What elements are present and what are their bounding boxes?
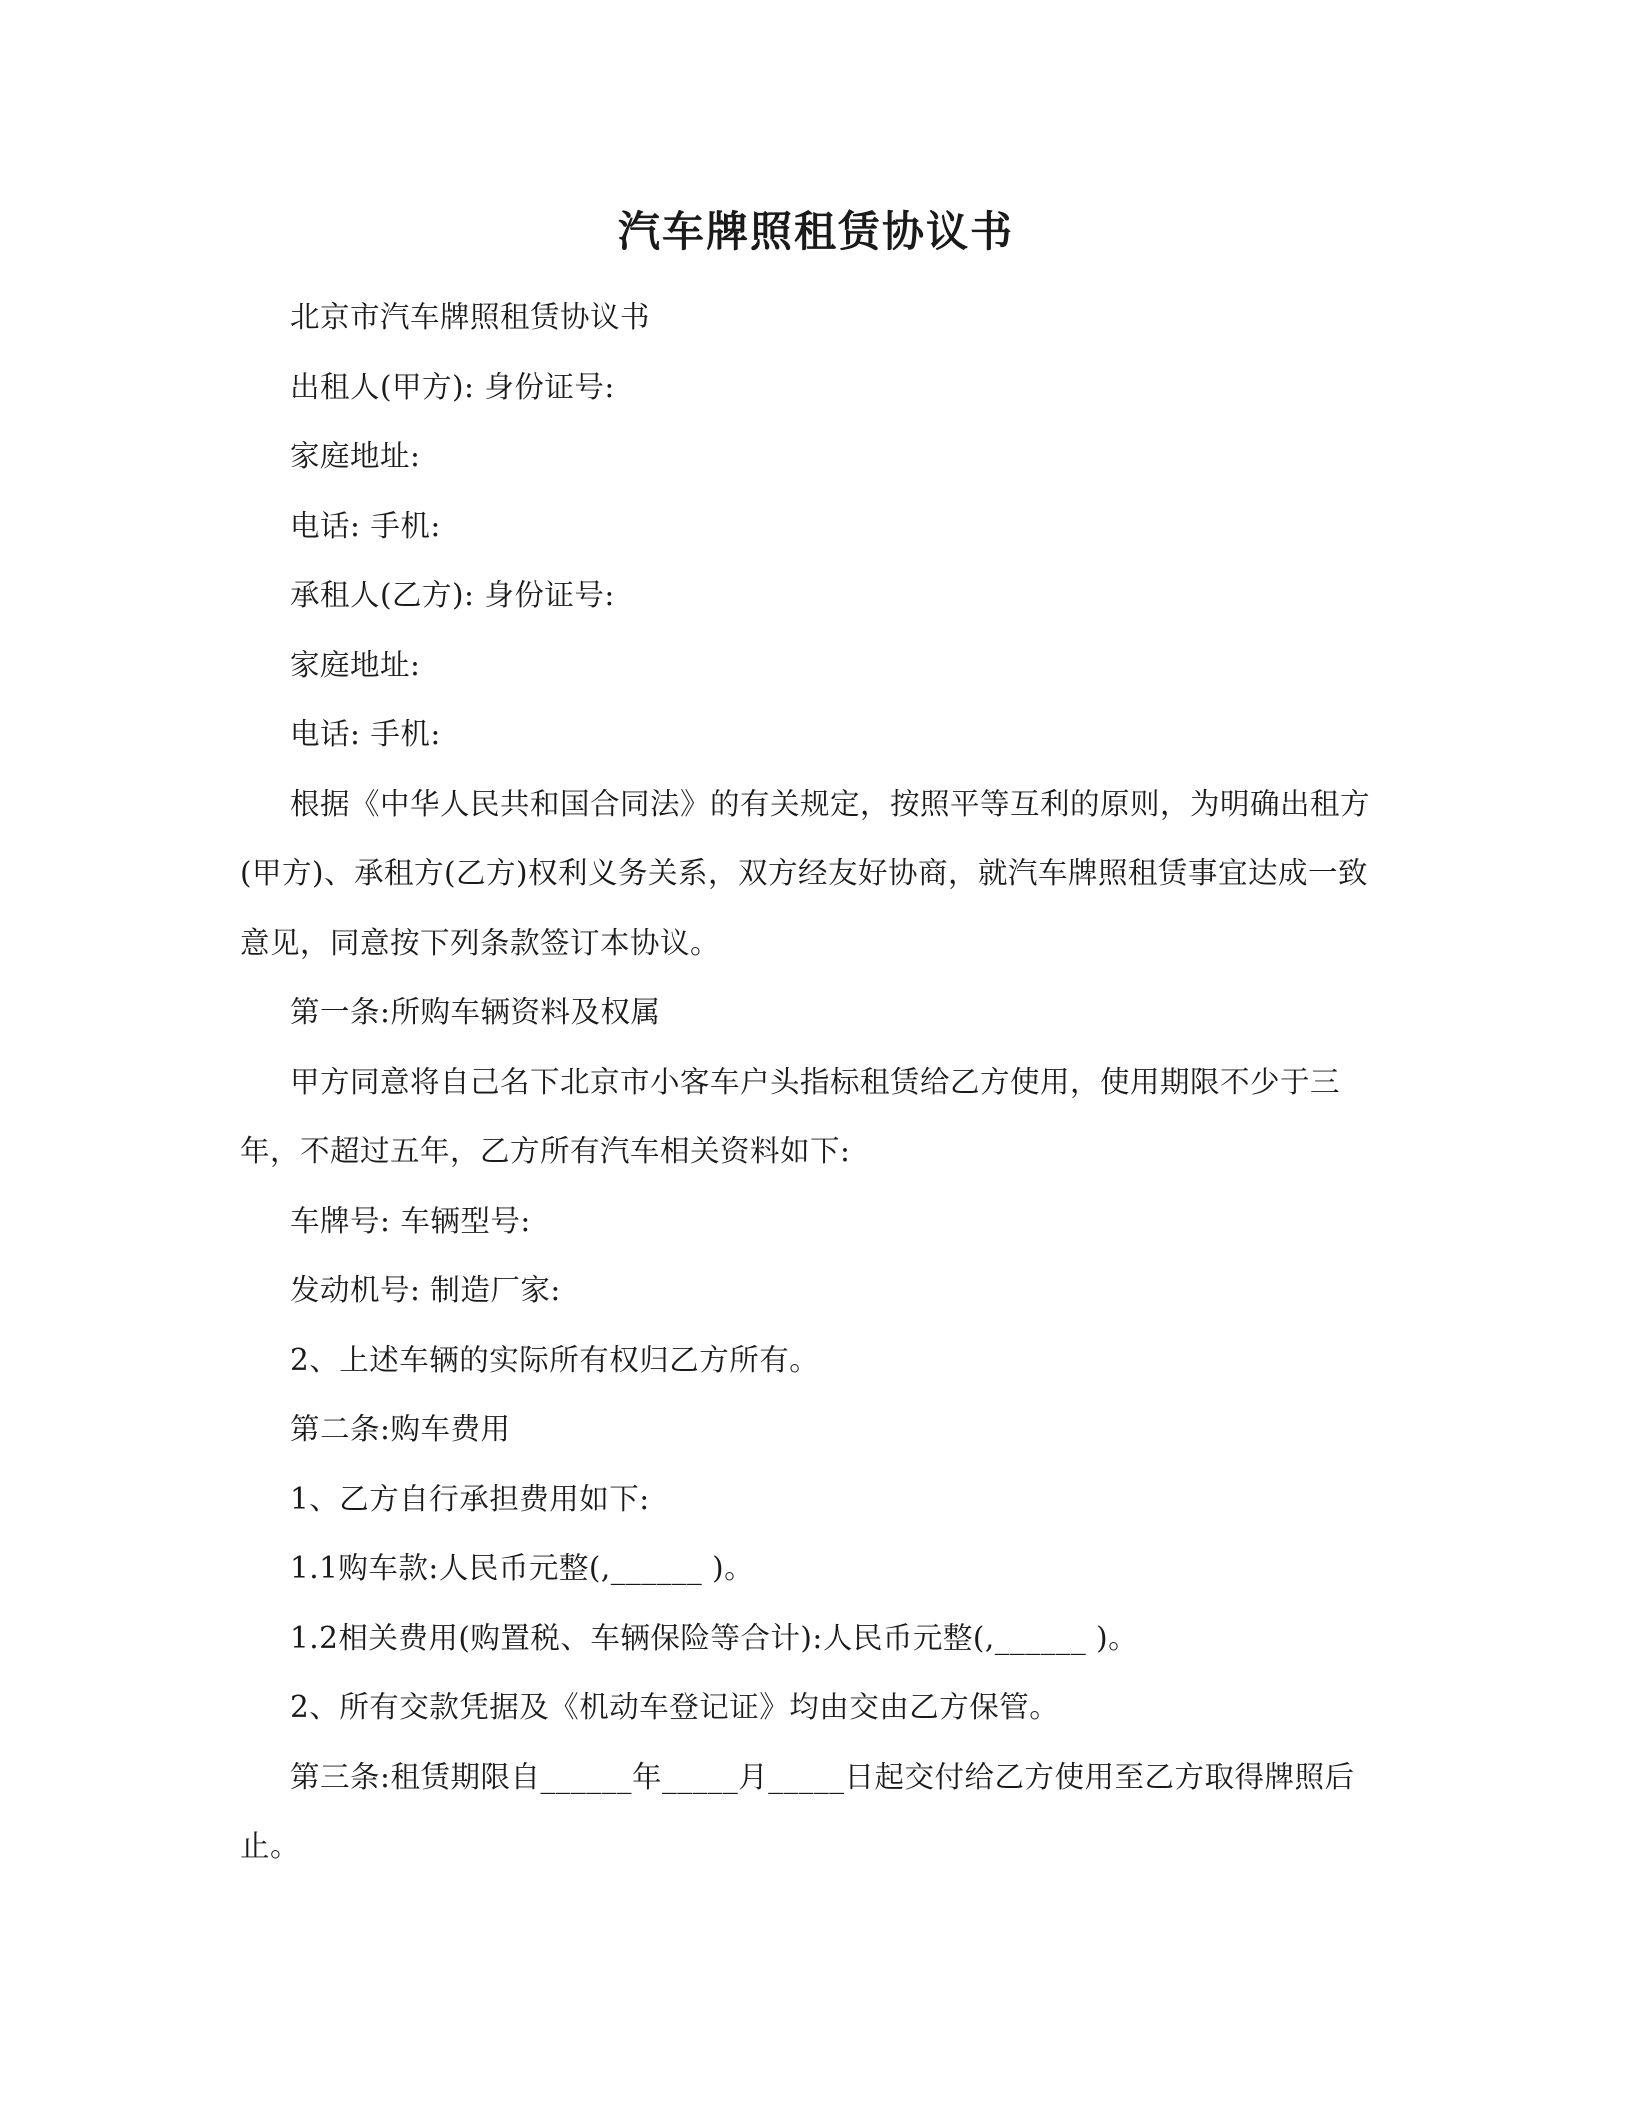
paragraph-lessor-id: 出租人(甲方): 身份证号: — [290, 369, 615, 404]
paragraph-article-1-body: 甲方同意将自己名下北京市小客车户头指标租赁给乙方使用，使用期限不少于三年，不超过五年，乙方所有汽车相关资料如下: — [240, 1064, 1341, 1168]
paragraph-lessor-phone: 电话: 手机: — [290, 508, 441, 543]
paragraph-article-2-heading: 第二条:购车费用 — [290, 1412, 511, 1446]
paragraph-preamble: 根据《中华人民共和国合同法》的有关规定，按照平等互利的原则，为明确出租方(甲方)、承租方(乙方)权利义务关系，双方经友好协商，就汽车牌照租赁事宜达成一致意见，同意按下列条款签订本协议。 — [240, 786, 1371, 960]
paragraph-plate-model: 车牌号: 车辆型号: — [290, 1203, 531, 1238]
paragraph-article-3-term: 第三条:租赁期限自______年_____月_____日起交付给乙方使用至乙方取得牌照后止。 — [240, 1759, 1355, 1863]
paragraph-lessee-id: 承租人(乙方): 身份证号: — [290, 578, 615, 612]
document-title: 汽车牌照租赁协议书 — [617, 207, 1014, 256]
paragraph-ownership: 2、上述车辆的实际所有权归乙方所有。 — [290, 1342, 820, 1377]
paragraph-purchase-price: 1.1购车款:人民币元整(,______ )。 — [290, 1551, 755, 1585]
paragraph-lessee-address: 家庭地址: — [290, 647, 421, 682]
document-body — [240, 283, 1390, 1882]
paragraph-engine-maker: 发动机号: 制造厂家: — [290, 1273, 561, 1307]
paragraph-lessee-phone: 电话: 手机: — [290, 717, 441, 751]
paragraph-receipts-custody: 2、所有交款凭据及《机动车登记证》均由交由乙方保管。 — [290, 1690, 1060, 1724]
paragraph-costs-intro: 1、乙方自行承担费用如下: — [290, 1481, 650, 1516]
paragraph-lessor-address: 家庭地址: — [290, 439, 421, 473]
paragraph-subtitle: 北京市汽车牌照租赁协议书 — [290, 300, 651, 334]
paragraph-article-1-heading: 第一条:所购车辆资料及权属 — [290, 995, 661, 1029]
paragraph-related-fees: 1.2相关费用(购置税、车辆保险等合计):人民币元整(,______ )。 — [290, 1620, 1139, 1655]
